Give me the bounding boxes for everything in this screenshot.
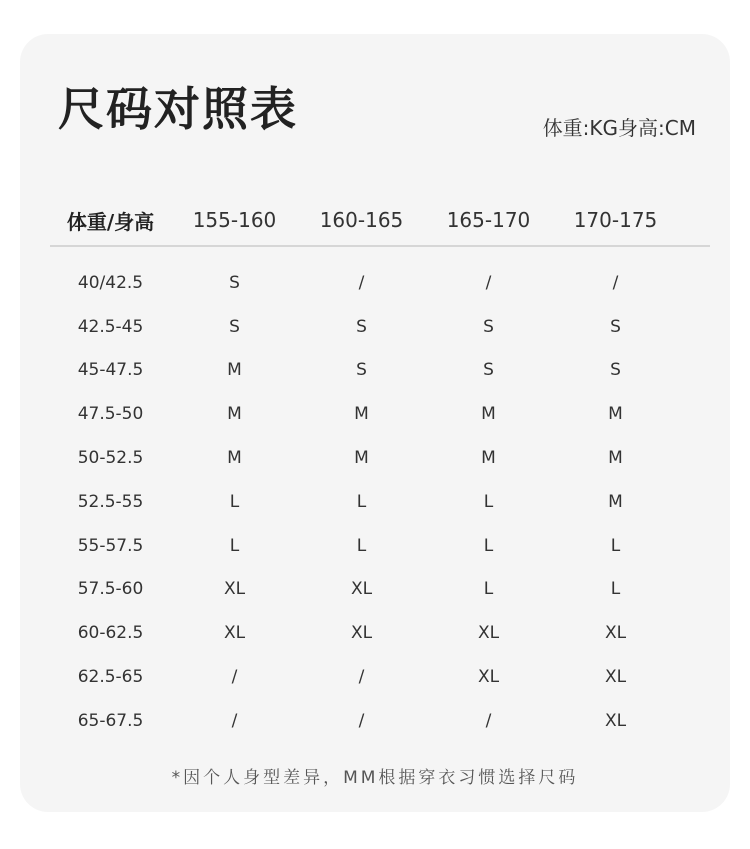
table-row: [50, 611, 710, 655]
size-cell: S: [356, 316, 367, 337]
header-divider: [50, 245, 710, 247]
table-row: [50, 655, 710, 699]
size-cell: L: [610, 579, 621, 600]
size-cell: S: [610, 316, 621, 337]
weight-cell: 45-47.5: [77, 360, 144, 381]
size-cell: L: [610, 535, 621, 556]
header-cell-weight-height: 体重/身高: [66, 209, 155, 234]
size-cell: /: [612, 272, 619, 293]
size-cell: L: [229, 535, 240, 556]
footnote: *因个人身型差异，MM根据穿衣习惯选择尺码: [171, 768, 579, 788]
table-row: [50, 349, 710, 393]
size-cell: M: [227, 360, 242, 381]
weight-cell: 40/42.5: [77, 272, 144, 293]
size-cell: S: [229, 316, 240, 337]
size-cell: L: [356, 491, 367, 512]
size-cell: S: [483, 316, 494, 337]
table-row: [50, 524, 710, 568]
weight-cell: 62.5-65: [77, 667, 144, 688]
size-cell: S: [356, 360, 367, 381]
size-cell: M: [227, 404, 242, 425]
size-cell: S: [483, 360, 494, 381]
page-title: 尺码对照表: [58, 82, 298, 136]
header-cell-height-range: 160-165: [319, 208, 404, 232]
table-row: [50, 699, 710, 743]
size-cell: XL: [223, 623, 246, 644]
size-cell: M: [608, 404, 623, 425]
size-cell: XL: [604, 623, 627, 644]
unit-note: 体重:KG身高:CM: [542, 116, 696, 140]
size-cell: /: [231, 667, 238, 688]
table-row: [50, 480, 710, 524]
size-cell: M: [354, 448, 369, 469]
weight-cell: 42.5-45: [77, 316, 144, 337]
size-cell: M: [354, 404, 369, 425]
size-cell: XL: [223, 579, 246, 600]
size-cell: /: [485, 272, 492, 293]
size-cell: L: [483, 579, 494, 600]
weight-cell: 55-57.5: [77, 535, 144, 556]
table-row: [50, 436, 710, 480]
weight-cell: 65-67.5: [77, 710, 144, 731]
weight-cell: 47.5-50: [77, 404, 144, 425]
size-cell: L: [229, 491, 240, 512]
table-header: [50, 200, 710, 240]
size-cell: /: [358, 710, 365, 731]
size-cell: XL: [477, 667, 500, 688]
size-cell: M: [481, 404, 496, 425]
size-cell: XL: [604, 667, 627, 688]
size-cell: /: [485, 710, 492, 731]
table-row: [50, 305, 710, 349]
size-cell: XL: [604, 710, 627, 731]
weight-cell: 50-52.5: [77, 448, 144, 469]
size-cell: M: [481, 448, 496, 469]
header-cell-height-range: 165-170: [446, 208, 531, 232]
header-cell-height-range: 170-175: [573, 208, 658, 232]
size-cell: L: [483, 491, 494, 512]
size-cell: XL: [350, 579, 373, 600]
table-row: [50, 261, 710, 305]
header-cell-height-range: 155-160: [192, 208, 277, 232]
size-cell: XL: [477, 623, 500, 644]
size-cell: /: [231, 710, 238, 731]
weight-cell: 52.5-55: [77, 491, 144, 512]
size-cell: S: [610, 360, 621, 381]
size-cell: M: [608, 491, 623, 512]
size-cell: XL: [350, 623, 373, 644]
table-row: [50, 392, 710, 436]
size-cell: /: [358, 272, 365, 293]
table-row: [50, 568, 710, 612]
size-chart-card: [20, 34, 730, 812]
size-cell: /: [358, 667, 365, 688]
size-cell: M: [227, 448, 242, 469]
size-cell: L: [356, 535, 367, 556]
size-cell: M: [608, 448, 623, 469]
size-cell: L: [483, 535, 494, 556]
weight-cell: 60-62.5: [77, 623, 144, 644]
weight-cell: 57.5-60: [77, 579, 144, 600]
size-cell: S: [229, 272, 240, 293]
table-body: [50, 261, 710, 743]
